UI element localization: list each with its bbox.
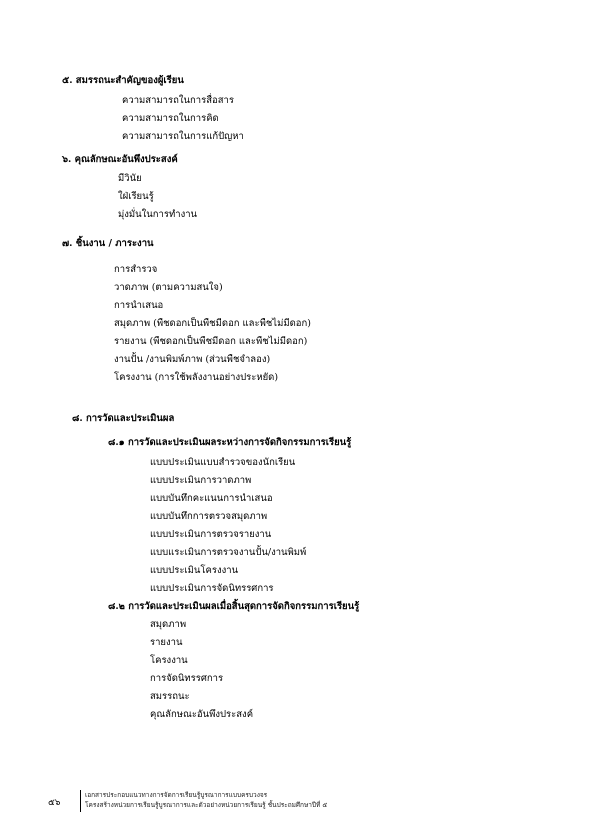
footer-line-2: โครงสร้างหน่วยการเรียนรู้บูรณาการและตัวอย่างหน่วยการเรียนรู้ ชั้นประถมศึกษาปีที่ ๕ [85, 801, 328, 809]
footer-divider [80, 790, 81, 812]
section-6-item: ใฝ่เรียนรู้ [118, 191, 154, 202]
footer-line-1: เอกสารประกอบแนวทางการจัดการเรียนรู้บูรณาการแบบครบวงจร [85, 791, 268, 799]
section-5-item: ความสามารถในการสื่อสาร [122, 95, 234, 106]
section-8-1-heading: ๘.๑ การวัดและประเมินผลระหว่างการจัดกิจกรรมการเรียนรู้ [108, 437, 352, 448]
section-6-heading: ๖. คุณลักษณะอันพึงประสงค์ [62, 154, 178, 165]
section-8-1-item: แบบประเมินการวาดภาพ [150, 475, 252, 486]
section-8-1-item: แบบแระเมินการตรวจงานปั้น/งานพิมพ์ [150, 547, 307, 558]
section-7-item: วาดภาพ (ตามความสนใจ) [114, 282, 223, 293]
section-8-heading: ๘. การวัดและประเมินผล [72, 413, 175, 424]
section-8-2-item: สมุดภาพ [150, 619, 187, 630]
section-5-heading: ๕. สมรรถนะสำคัญของผู้เรียน [62, 75, 184, 86]
section-8-2-item: รายงาน [150, 637, 183, 648]
section-5-item: ความสามารถในการแก้ปัญหา [122, 131, 244, 142]
section-8-2-item: สมรรถนะ [150, 691, 190, 702]
page-number: ๕๖ [48, 798, 61, 808]
section-8-1-item: แบบประเมินการตรวจรายงาน [150, 529, 272, 540]
section-8-1-item: แบบบันทึกคะแนนการนำเสนอ [150, 493, 273, 504]
section-7-item: โครงงาน (การใช้พลังงานอย่างประหยัด) [114, 372, 279, 383]
section-8-1-item: แบบประเมินการจัดนิทรรศการ [150, 583, 274, 594]
section-7-item: งานปั้น /งานพิมพ์ภาพ (ส่วนพืชจำลอง) [114, 354, 271, 365]
section-8-2-item: โครงงาน [150, 655, 188, 666]
section-8-2-item: คุณลักษณะอันพึงประสงค์ [150, 709, 254, 720]
section-8-1-item: แบบประเมินแบบสำรวจของนักเรียน [150, 457, 296, 468]
section-5-item: ความสามารถในการคิด [122, 113, 219, 124]
section-8-2-heading: ๘.๒ การวัดและประเมินผลเมื่อสิ้นสุดการจัดกิจกรรมการเรียนรู้ [108, 601, 360, 612]
section-7-heading: ๗. ชิ้นงาน / ภาระงาน [62, 238, 154, 249]
section-8-2-item: การจัดนิทรรศการ [150, 673, 224, 684]
section-6-item: มุ่งมั่นในการทำงาน [118, 209, 198, 220]
section-8-1-item: แบบบันทึกการตรวจสมุดภาพ [150, 511, 268, 522]
section-7-item: การสำรวจ [114, 264, 158, 275]
section-7-item: รายงาน (พืชดอกเป็นพืชมีดอก และพืชไม่มีดอก) [114, 336, 308, 347]
section-7-item: การนำเสนอ [114, 300, 164, 311]
section-8-1-item: แบบประเมินโครงงาน [150, 565, 239, 576]
section-7-item: สมุดภาพ (พืชดอกเป็นพืชมีดอก และพืชไม่มีดอก) [114, 318, 311, 329]
section-6-item: มีวินัย [118, 173, 142, 184]
